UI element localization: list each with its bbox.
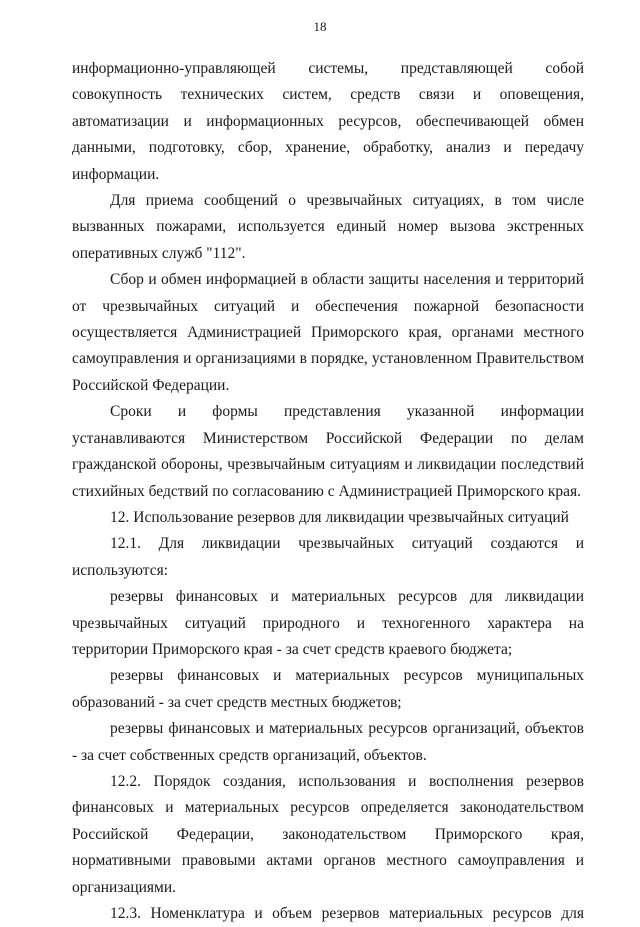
clause-12-2: 12.2. Порядок создания, использования и восполнения резервов финансовых и материальных ресурсов определяется законодательством Российской Федерации, законодательством Приморского края, нормативными правовыми актами органов местного самоуправления и организациями. <box>72 772 584 896</box>
list-item-municipal-reserves: резервы финансовых и материальных ресурсов муниципальных образований - за счет средств местных бюджетов; <box>72 667 584 711</box>
paragraph-information-exchange: Сбор и обмен информацией в области защиты населения и территорий от чрезвычайных ситуаций и обеспечения пожарной безопасности осуществляется Администрацией Приморского края, органами местного самоуправления и организациями в порядке, установленном Правительством Российской Федерации. <box>72 271 584 394</box>
page-number: 18 <box>313 19 327 34</box>
section-heading-12: 12. Использование резервов для ликвидации чрезвычайных ситуаций <box>110 508 569 526</box>
paragraph-terms-and-forms: Сроки и формы представления указанной информации устанавливаются Министерством Российской Федерации по делам гражданской обороны, чрезвычайным ситуациям и ликвидации последствий стихийных бедствий по согласованию с Администрацией Приморского края. <box>72 403 584 500</box>
list-item-regional-reserves: резервы финансовых и материальных ресурсов для ликвидации чрезвычайных ситуаций природного и техногенного характера на территории Приморского края - за счет средств краевого бюджета; <box>72 588 584 658</box>
list-item-organization-reserves: резервы финансовых и материальных ресурсов организаций, объектов - за счет собственных средств организаций, объектов. <box>72 720 584 764</box>
clause-12-3: 12.3. Номенклатура и объем резервов материальных ресурсов для <box>110 905 584 922</box>
clause-12-1: 12.1. Для ликвидации чрезвычайных ситуаций создаются и используются: <box>72 535 584 579</box>
paragraph-continuation: информационно-управляющей системы, представляющей собой совокупность технических систем, средств связи и оповещения, автоматизации и информационных ресурсов, обеспечивающей обмен данными, подготовку, сбор, хранение, обработку, анализ и передачу информации. <box>72 60 584 183</box>
paragraph-112-number: Для приема сообщений о чрезвычайных ситуациях, в том числе вызванных пожарами, используется единый номер вызова экстренных оперативных служб "112". <box>72 192 584 262</box>
document-body <box>72 56 584 927</box>
